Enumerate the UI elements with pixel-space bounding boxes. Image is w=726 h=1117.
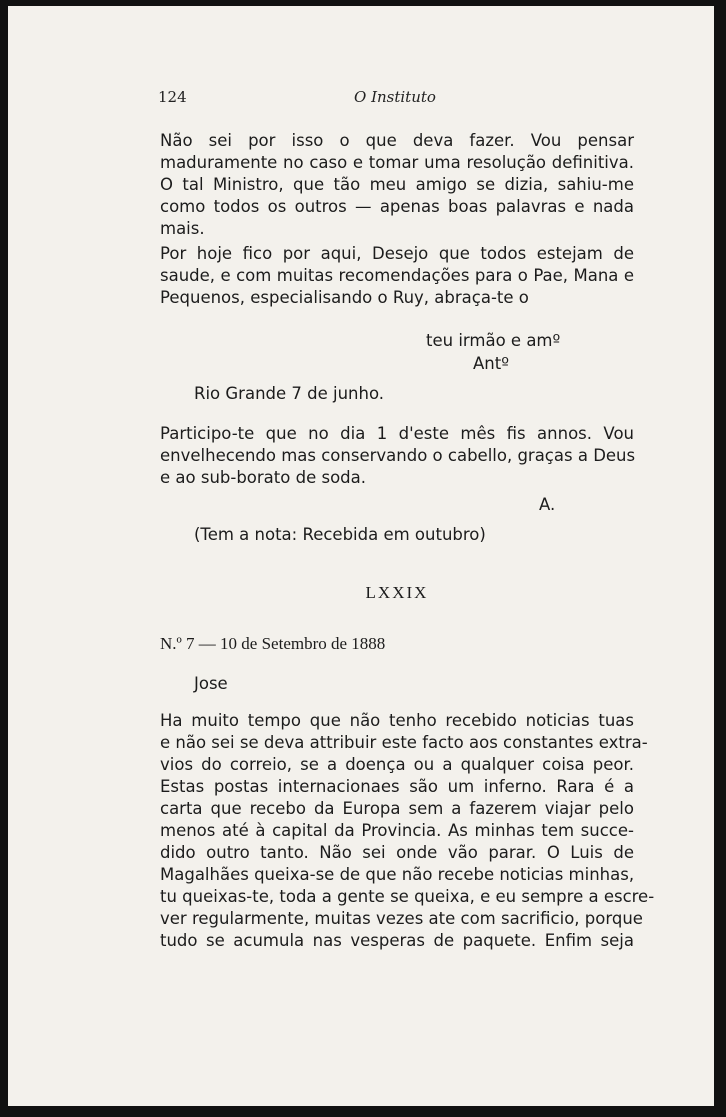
place-date: Rio Grande 7 de junho. (194, 384, 385, 403)
text-line: vios do correio, se a doença ou a qualquer coisa peor. (160, 755, 634, 774)
closing-line: teu irmão e amº (426, 331, 561, 350)
text-line: Ha muito tempo que não tenho recebido noticias tuas (160, 711, 634, 730)
text-line: Estas postas internacionaes são um inferno. Rara é a (160, 777, 634, 796)
text-line: como todos os outros — apenas boas palavras e nada (160, 197, 634, 216)
text-line: Por hoje fico por aqui, Desejo que todos estejam de (160, 244, 634, 263)
text-line: tudo se acumula nas vesperas de paquete. Enfim seja (160, 931, 634, 950)
letter-numeral: LXXIX (365, 583, 429, 602)
text-line: Participo-te que no dia 1 d'este mês fis annos. Vou (160, 424, 634, 443)
salutation: Jose (194, 674, 228, 693)
text-line: Não sei por isso o que deva fazer. Vou pensar (160, 131, 634, 150)
text-line: Pequenos, especialisando o Ruy, abraça-te o (160, 288, 529, 307)
postscript-signature: A. (539, 495, 556, 514)
text-line: e ao sub-borato de soda. (160, 468, 366, 487)
text-line: dido outro tanto. Não sei onde vão parar. O Luis de (160, 843, 634, 862)
text-line: menos até à capital da Provincia. As minhas tem succe- (160, 821, 634, 840)
paragraph-1 (160, 130, 634, 240)
page-number: 124 (158, 88, 187, 106)
paragraph-2 (160, 243, 634, 309)
running-title: O Instituto (354, 88, 436, 106)
book-page (8, 6, 714, 1106)
text-line: ver regularmente, muitas vezes ate com sacrificio, porque (160, 909, 643, 928)
text-line: O tal Ministro, que tão meu amigo se dizia, sahiu-me (160, 175, 634, 194)
postscript (160, 423, 634, 489)
text-line: saude, e com muitas recomendações para o Pae, Mana e (160, 266, 634, 285)
letter-heading: N.º 7 — 10 de Setembro de 1888 (160, 634, 386, 653)
text-line: Magalhães queixa-se de que não recebe noticias minhas, (160, 865, 635, 884)
text-line: envelhecendo mas conservando o cabello, graças a Deus (160, 446, 636, 465)
text-line: carta que recebo da Europa sem a fazerem viajar pelo (160, 799, 634, 818)
letter-body (160, 710, 655, 952)
text-line: e não sei se deva attribuir este facto aos constantes extra- (160, 733, 648, 752)
text-line: mais. (160, 219, 205, 238)
text-line: maduramente no caso e tomar uma resolução definitiva. (160, 153, 634, 172)
receipt-note: (Tem a nota: Recebida em outubro) (194, 525, 486, 544)
text-line: tu queixas-te, toda a gente se queixa, e eu sempre a escre- (160, 887, 655, 906)
signature: Antº (473, 354, 509, 373)
